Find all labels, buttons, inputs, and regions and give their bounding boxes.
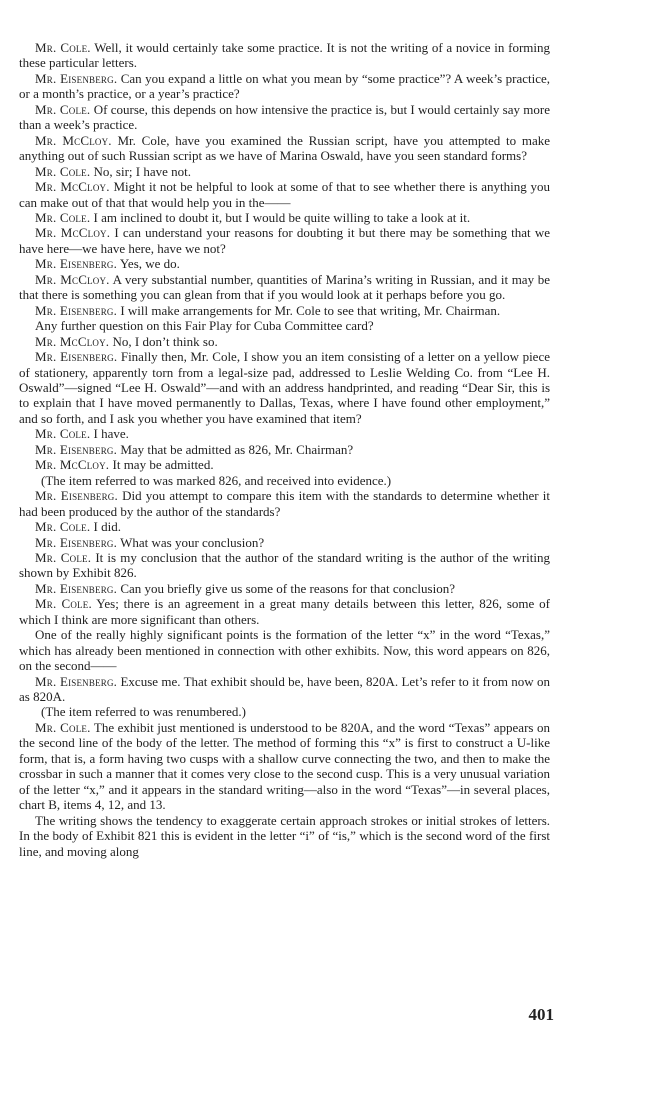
paragraph-text: One of the really highly significant points is the formation of the letter “x” in the word “Texas,” which has already been mentioned in connection with other exhibits. Now, this word appears on 826, on the second—— (19, 627, 550, 674)
speaker-name: Mr. McCloy. (35, 179, 110, 195)
transcript-paragraph (19, 179, 550, 210)
speaker-name: Mr. Cole. (35, 101, 91, 117)
paragraph-text: (The item referred to was renumbered.) (41, 704, 247, 720)
speaker-name: Mr. Eisenberg. (35, 70, 118, 86)
speaker-name: Mr. Eisenberg. (35, 302, 118, 318)
speaker-name: Mr. McCloy. (35, 457, 110, 473)
transcript-paragraph (19, 303, 550, 318)
paragraph-text: A very substantial number, quantities of Marina’s writing in Russian, and it may be that there is something you can glean from that if you would look at it perhaps before you go. (19, 271, 550, 303)
paragraph-text: No, sir; I have not. (93, 163, 192, 179)
speaker-name: Mr. Cole. (35, 163, 91, 179)
paragraph-text: Well, it would certainly take some practice. It is not the writing of a novice in forming these particular letters. (19, 40, 550, 71)
paragraph-text: Excuse me. That exhibit should be, have been, 820A. Let’s refer to it from now on as 820A. (19, 673, 551, 705)
transcript-paragraph (19, 550, 550, 581)
speaker-name: Mr. Cole. (35, 426, 91, 442)
transcript-paragraph (19, 627, 550, 673)
paragraph-text: The writing shows the tendency to exaggerate certain approach strokes or initial strokes of letters. In the body of Exhibit 821 this is evident in the letter “i” of “is,” which is the second word of the first line, and moving along (19, 812, 550, 859)
speaker-name: Mr. McCloy. (35, 132, 112, 148)
paragraph-text: Finally then, Mr. Cole, I show you an item consisting of a letter on a yellow piece of stationery, apparently torn from a legal-size pad, addressed to Leslie Welding Co. from “Lee H. Oswald”—signed “Lee H. Oswald”—and with an address handprinted, and reading “Dear Sir, this is to explain that I have moved permanently to Dallas, Texas, where I have found other employment,” and so forth, and I ask you whether you have examined that item? (19, 349, 550, 426)
speaker-name: Mr. Cole. (35, 40, 91, 55)
transcript-paragraph (19, 40, 550, 71)
transcript-paragraph (19, 164, 550, 179)
page-number: 401 (528, 1005, 554, 1024)
transcript-paragraph (19, 102, 550, 133)
speaker-name: Mr. Cole. (35, 549, 92, 565)
speaker-name: Mr. Cole. (35, 596, 92, 612)
transcript-paragraph (19, 225, 550, 256)
paragraph-text: The exhibit just mentioned is understood to be 820A, and the word “Texas” appears on the second line of the body of the letter. The method of forming this “x” is first to construct a U-like form, that is, a form having two cusps with a shallow curve connecting the two, and then to make the crossbar in such a manner that it comes very close to the second cusp. This is a very unusual variation of the letter “x,” and it appears in the standard writing—also in the word “Texas”—in several places, chart B, items 4, 12, and 13. (19, 719, 551, 813)
paragraph-text: (The item referred to was marked 826, and received into evidence.) (41, 472, 392, 488)
transcript-paragraph (19, 334, 550, 349)
transcript-page (19, 40, 550, 859)
paragraph-text: Did you attempt to compare this item with the standards to determine whether it had been produced by the author of the standards? (19, 488, 551, 519)
paragraph-text: It is my conclusion that the author of the standard writing is the author of the writing shown by Exhibit 826. (19, 549, 550, 581)
proceedings-note (19, 473, 550, 488)
transcript-paragraph (19, 813, 550, 859)
speaker-name: Mr. Eisenberg. (35, 580, 118, 596)
speaker-name: Mr. Cole. (35, 209, 91, 225)
transcript-paragraph (19, 256, 550, 271)
paragraph-text: May that be admitted as 826, Mr. Chairman? (120, 441, 354, 457)
paragraph-text: Might it not be helpful to look at some of that to see whether there is anything you can make out of that that would help you in the—— (19, 179, 551, 210)
paragraph-text: Can you expand a little on what you mean by “some practice”? A week’s practice, or a month’s practice, or a year’s practice? (19, 70, 550, 102)
paragraph-text: I have. (93, 426, 129, 442)
transcript-paragraph (19, 488, 550, 519)
speaker-name: Mr. Eisenberg. (35, 441, 118, 457)
transcript-paragraph (19, 720, 550, 813)
speaker-name: Mr. Eisenberg. (35, 534, 118, 550)
paragraph-text: Any further question on this Fair Play for Cuba Committee card? (35, 318, 374, 334)
speaker-name: Mr. Cole. (35, 719, 91, 735)
paragraph-text: Of course, this depends on how intensive the practice is, but I would certainly say more than a week’s practice. (19, 101, 551, 133)
paragraph-text: Yes; there is an agreement in a great many details between this letter, 826, some of which I think are more significant than others. (19, 596, 550, 627)
paragraph-text: Can you briefly give us some of the reasons for that conclusion? (120, 580, 455, 596)
transcript-paragraph (19, 349, 550, 426)
speaker-name: Mr. Eisenberg. (35, 256, 118, 272)
transcript-paragraph (19, 71, 550, 102)
transcript-paragraph (19, 457, 550, 472)
speaker-name: Mr. McCloy. (35, 333, 110, 349)
paragraph-text: I did. (93, 519, 121, 535)
transcript-paragraph (19, 426, 550, 441)
transcript-paragraph (19, 210, 550, 225)
transcript-paragraph (19, 519, 550, 534)
paragraph-text: Mr. Cole, have you examined the Russian script, have you attempted to make anything out of such Russian script as we have of Marina Oswald, have you seen standard forms? (19, 132, 551, 164)
transcript-paragraph (19, 318, 550, 333)
transcript-paragraph (19, 133, 550, 164)
speaker-name: Mr. McCloy. (35, 225, 111, 241)
transcript-paragraph (19, 272, 550, 303)
paragraph-text: What was your conclusion? (120, 534, 265, 550)
speaker-name: Mr. Eisenberg. (35, 349, 118, 365)
transcript-paragraph (19, 535, 550, 550)
transcript-paragraph (19, 442, 550, 457)
speaker-name: Mr. McCloy. (35, 271, 110, 287)
transcript-paragraph (19, 596, 550, 627)
transcript-paragraph (19, 674, 550, 705)
transcript-paragraph (19, 581, 550, 596)
paragraph-text: I will make arrangements for Mr. Cole to see that writing, Mr. Chairman. (120, 302, 501, 318)
paragraph-text: I am inclined to doubt it, but I would be quite willing to take a look at it. (93, 209, 471, 225)
speaker-name: Mr. Eisenberg. (35, 673, 118, 689)
paragraph-text: No, I don’t think so. (112, 333, 218, 349)
proceedings-note (19, 704, 550, 719)
speaker-name: Mr. Cole. (35, 519, 91, 535)
paragraph-text: I can understand your reasons for doubting it but there may be something that we have here—we have here, have we not? (19, 225, 550, 256)
paragraph-text: Yes, we do. (119, 256, 180, 272)
speaker-name: Mr. Eisenberg. (35, 488, 118, 504)
paragraph-text: It may be admitted. (112, 457, 214, 473)
